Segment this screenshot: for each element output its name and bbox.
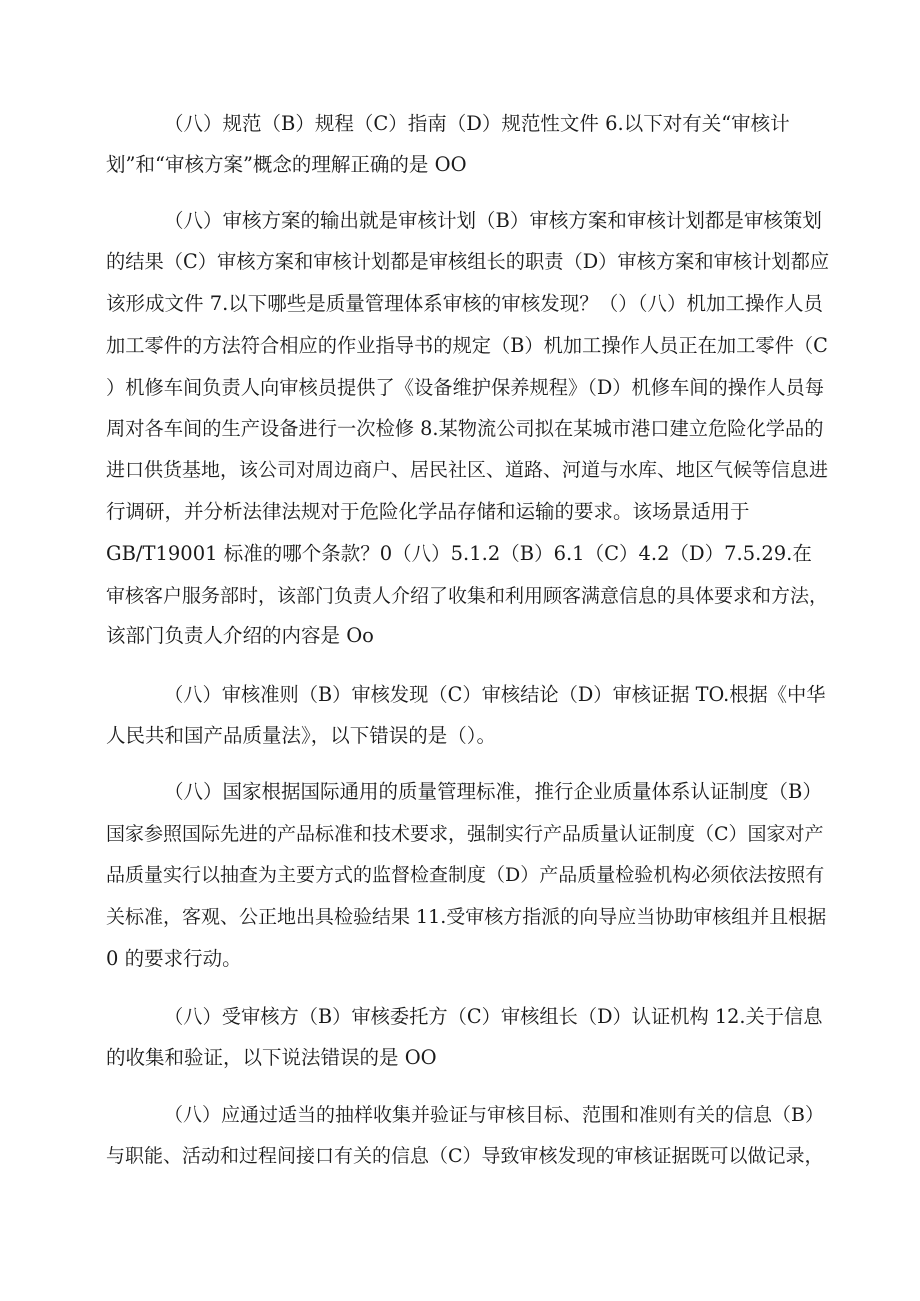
paragraph-3-line-1: （八）审核准则（B）审核发现（C）审核结论（D）审核证据 TO.根据《中华 [164, 683, 826, 706]
paragraph-2-line-10: 审核客户服务部时，该部门负责人介绍了收集和利用顾客满意信息的具体要求和方法， [106, 585, 829, 607]
paragraph-2-line-1: （八）审核方案的输出就是审核计划（B）审核方案和审核计划都是审核策划 [164, 209, 822, 232]
paragraph-2-line-6: 周对各车间的生产设备进行一次检修 8.某物流公司拟在某城市港口建立危险化学品的 [106, 417, 824, 440]
paragraph-5-line-1: （八）受审核方（B）审核委托方（C）审核组长（D）认证机构 12.关于信息 [164, 1005, 823, 1028]
paragraph-5-line-2: 的收集和验证，以下说法错误的是 OO [106, 1046, 437, 1069]
paragraph-4-line-5: 0 的要求行动。 [106, 947, 242, 970]
paragraph-2-line-9: GB/T19001 标准的哪个条款？0（八）5.1.2（B）6.1（C）4.2（D）7.5.29.在 [106, 542, 812, 565]
paragraph-4-line-4: 关标准，客观、公正地出具检验结果 11.受审核方指派的向导应当协助审核组并且根据 [106, 906, 827, 928]
paragraph-2-line-4: 加工零件的方法符合相应的作业指导书的规定（B）机加工操作人员正在加工零件（C [106, 334, 828, 357]
paragraph-2-line-11: 该部门负责人介绍的内容是 Oo [106, 624, 374, 647]
paragraph-2-line-3: 该形成文件 7.以下哪些是质量管理体系审核的审核发现？（）（八）机加工操作人员 [106, 292, 824, 315]
paragraph-6-line-1: （八）应通过适当的抽样收集并验证与审核目标、范围和准则有关的信息（B） [164, 1104, 824, 1126]
paragraph-1-line-2: 划”和“审核方案”概念的理解正确的是 OO [106, 153, 467, 176]
paragraph-6-line-2: 与职能、活动和过程间接口有关的信息（C）导致审核发现的审核证据既可以做记录， [106, 1145, 824, 1167]
paragraph-4-line-3: 品质量实行以抽查为主要方式的监督检查制度（D）产品质量检验机构必须依法按照有 [106, 864, 825, 886]
paragraph-1-line-1: （八）规范（B）规程（C）指南（D）规范性文件 6.以下对有关“审核计 [164, 112, 790, 135]
paragraph-2-line-8: 行调研，并分析法律法规对于危险化学品存储和运输的要求。该场景适用于 [106, 500, 750, 523]
paragraph-3-line-2: 人民共和国产品质量法》，以下错误的是（）。 [106, 724, 497, 747]
paragraph-2-line-2: 的结果（C）审核方案和审核计划都是审核组长的职责（D）审核方案和审核计划都应 [106, 250, 830, 273]
paragraph-2-line-5: ）机修车间负责人向审核员提供了《设备维护保养规程》（D）机修车间的操作人员每 [106, 376, 825, 399]
paragraph-2-line-7: 进口供货基地，该公司对周边商户、居民社区、道路、河道与水库、地区气候等信息进 [106, 459, 829, 481]
paragraph-4-line-2: 国家参照国际先进的产品标准和技术要求，强制实行产品质量认证制度（C）国家对产 [106, 823, 824, 845]
paragraph-4-line-1: （八）国家根据国际通用的质量管理标准，推行企业质量体系认证制度（B） [164, 780, 822, 803]
